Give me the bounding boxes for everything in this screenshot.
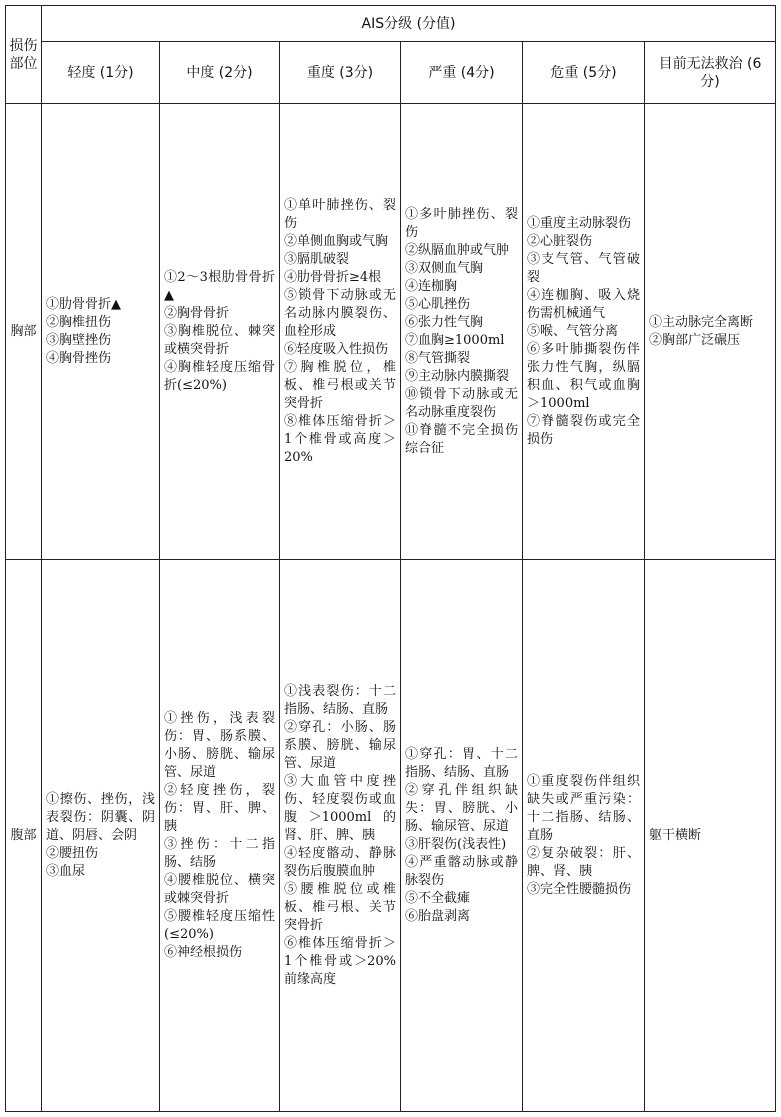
ais-title: AIS分级 (分值) <box>42 6 776 42</box>
injury-item: ②胸骨骨折 <box>164 305 230 321</box>
injury-item: ①多叶肺挫伤、裂伤 <box>405 206 518 240</box>
injury-item: ②腰扭伤 <box>46 845 99 861</box>
injury-item: ②单侧血胸或气胸 <box>284 233 389 249</box>
header-row-2 <box>6 42 776 104</box>
abdomen-moderate-cell <box>160 560 280 1112</box>
injury-item: ④腰椎脱位、横突或棘突骨折 <box>164 872 275 906</box>
injury-item: ⑧气管撕裂 <box>405 350 471 366</box>
abdomen-row <box>6 560 776 1112</box>
injury-item: ④严重髂动脉或静脉裂伤 <box>405 854 518 888</box>
chest-serious-cell <box>280 104 401 560</box>
level-header-mild: 轻度 (1分) <box>42 42 160 104</box>
region-chest: 胸部 <box>6 104 42 560</box>
chest-row <box>6 104 776 560</box>
injury-item: ①擦伤、挫伤，浅表裂伤：阴囊、阴道、阴唇、会阴 <box>46 791 155 843</box>
level-header-moderate: 中度 (2分) <box>160 42 280 104</box>
injury-item: ②纵膈血肿或气肿 <box>405 242 510 258</box>
injury-item: ③支气管、气管破裂 <box>527 251 640 285</box>
chest-critical-cell <box>523 104 645 560</box>
injury-item: ⑥张力性气胸 <box>405 314 484 330</box>
injury-item: ②穿孔伴组织缺失：胃、膀胱、小肠、输尿管、尿道 <box>405 782 518 834</box>
injury-item: ④胸椎轻度压缩骨折(≤20%) <box>164 359 275 393</box>
injury-item: ④胸骨挫伤 <box>46 350 112 366</box>
injury-item: ⑤喉、气管分离 <box>527 323 619 339</box>
abdomen-critical-cell <box>523 560 645 1112</box>
injury-item: ⑥胎盘剥离 <box>405 908 471 924</box>
injury-item: ①挫伤，浅表裂伤：胃、肠系膜、小肠、膀胱、输尿管、尿道 <box>164 710 275 780</box>
level-header-serious: 重度 (3分) <box>280 42 401 104</box>
injury-item: ⑤锁骨下动脉或无名动脉内膜裂伤、血栓形成 <box>284 287 396 339</box>
injury-item: ②胸椎扭伤 <box>46 314 112 330</box>
region-header: 损伤部位 <box>6 6 42 104</box>
injury-item: ③胸壁挫伤 <box>46 332 112 348</box>
abdomen-serious-cell <box>280 560 401 1112</box>
chest-moderate-cell <box>160 104 280 560</box>
injury-item: ①浅表裂伤：十二指肠、结肠、直肠 <box>284 683 396 717</box>
injury-item: ④连枷胸、吸入烧伤需机械通气 <box>527 287 640 321</box>
injury-item: ④肋骨骨折≥4根 <box>284 269 382 285</box>
level-header-severe: 严重 (4分) <box>401 42 523 104</box>
injury-item: ①2～3根肋骨骨折▲ <box>164 269 275 303</box>
injury-item: ②轻度挫伤，裂伤：胃、肝、脾、胰 <box>164 782 275 834</box>
injury-item: ⑥轻度吸入性损伤 <box>284 341 389 357</box>
injury-item: ③双侧血气胸 <box>405 260 484 276</box>
injury-item: ①肋骨骨折▲ <box>46 296 121 312</box>
abdomen-severe-cell <box>401 560 523 1112</box>
injury-item: ⑤心肌挫伤 <box>405 296 471 312</box>
level-header-unsurvivable: 目前无法救治 (6分) <box>645 42 776 104</box>
ais-table <box>5 5 776 1112</box>
chest-unsurvivable-cell <box>645 104 776 560</box>
injury-item: ⑦脊髓裂伤或完全损伤 <box>527 413 640 447</box>
injury-item: ④轻度髂动、静脉裂伤后腹膜血肿 <box>284 845 396 879</box>
injury-item: ③完全性腰髓损伤 <box>527 881 632 897</box>
injury-item: ③挫伤：十二指肠、结肠 <box>164 836 275 870</box>
injury-item: ③胸椎脱位、棘突或横突骨折 <box>164 323 275 357</box>
injury-item: ⑥多叶肺撕裂伤伴张力性气胸，纵膈积血、积气或血胸＞1000ml <box>527 341 640 411</box>
injury-item: ⑥椎体压缩骨折＞1个椎骨或＞20%前缘高度 <box>284 935 396 987</box>
injury-item: ②心脏裂伤 <box>527 233 593 249</box>
injury-item: ⑪脊髓不完全损伤综合征 <box>405 422 518 456</box>
abdomen-unsurvivable-cell <box>645 560 776 1112</box>
injury-item: ①主动脉完全离断 <box>649 314 754 330</box>
chest-mild-cell <box>42 104 160 560</box>
injury-item: ①单叶肺挫伤、裂伤 <box>284 197 396 231</box>
injury-item: ③膈肌破裂 <box>284 251 350 267</box>
injury-item: ⑤不全截瘫 <box>405 890 471 906</box>
chest-severe-cell <box>401 104 523 560</box>
injury-item: ⑨主动脉内膜撕裂 <box>405 368 510 384</box>
region-abdomen: 腹部 <box>6 560 42 1112</box>
abdomen-mild-cell <box>42 560 160 1112</box>
injury-item: ⑥神经根损伤 <box>164 944 243 960</box>
injury-item: ③肝裂伤(浅表性) <box>405 836 507 852</box>
injury-item: ⑦胸椎脱位，椎板、椎弓根或关节突骨折 <box>284 359 396 411</box>
injury-item: ⑦血胸≥1000ml <box>405 332 505 348</box>
injury-item: ①穿孔：胃、十二指肠、结肠、直肠 <box>405 746 518 780</box>
injury-item: ③血尿 <box>46 863 86 879</box>
injury-item: ⑤腰椎脱位或椎板、椎弓根、关节突骨折 <box>284 881 396 933</box>
injury-item: ⑧椎体压缩骨折＞1个椎骨或高度＞20% <box>284 413 396 465</box>
injury-item: ②穿孔：小肠、肠系膜、膀胱、输尿管、尿道 <box>284 719 396 771</box>
injury-item: 躯干横断 <box>649 827 702 843</box>
injury-item: ④连枷胸 <box>405 278 458 294</box>
injury-item: ①重度主动脉裂伤 <box>527 215 632 231</box>
header-row-1 <box>6 6 776 42</box>
injury-item: ⑤腰椎轻度压缩性(≤20%) <box>164 908 275 942</box>
injury-item: ①重度裂伤伴组织缺失或严重污染：十二指肠、结肠、直肠 <box>527 773 640 843</box>
injury-item: ⑩锁骨下动脉或无名动脉重度裂伤 <box>405 386 518 420</box>
injury-item: ②胸部广泛碾压 <box>649 332 741 348</box>
injury-item: ②复杂破裂：肝、脾、肾、胰 <box>527 845 640 879</box>
level-header-critical: 危重 (5分) <box>523 42 645 104</box>
injury-item: ③大血管中度挫伤、轻度裂伤或血腹＞1000ml的肾、肝、脾、胰 <box>284 773 396 843</box>
